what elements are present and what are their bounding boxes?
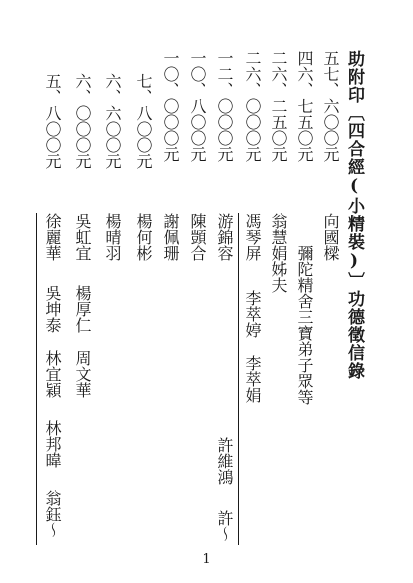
amount-2: 四六、七五〇元: [295, 50, 314, 162]
amount-5: 一二、〇〇〇元: [215, 50, 234, 162]
names-9: 楊晴羽: [103, 213, 122, 261]
amount-11: 五、八〇〇元: [43, 73, 62, 169]
names-10c: 周文華: [73, 350, 92, 398]
names-11b: 吳坤泰: [43, 285, 62, 333]
amount-7: 一〇、〇〇〇元: [161, 50, 180, 162]
names-4b: 李萃婷: [243, 290, 262, 338]
names-3: 翁慧娟姊夫: [269, 213, 288, 293]
names-5b: 許維鴻: [215, 437, 234, 485]
amount-6: 一〇、八〇〇元: [188, 50, 207, 162]
names-10b: 楊厚仁: [73, 285, 92, 333]
names-5c: 許〜: [215, 510, 234, 542]
amount-8: 七、八〇〇元: [134, 73, 153, 169]
amount-9: 六、六〇〇元: [103, 73, 122, 169]
names-11a: 徐麗華: [43, 213, 62, 261]
names-11e: 翁鈺〜: [43, 490, 62, 538]
amount-1: 五七、六〇〇元: [321, 50, 340, 162]
names-2: 彌陀精舍三寶弟子眾等: [295, 245, 314, 405]
amount-10: 六、〇〇〇元: [73, 73, 92, 169]
column-divider-right: [238, 213, 239, 545]
page-number: 1: [202, 552, 211, 567]
column-divider-left: [36, 213, 37, 545]
page-title: 助附印〔四合經(小精裝)〕功德徵信錄: [344, 50, 364, 380]
names-10a: 吳虹宜: [73, 213, 92, 261]
names-11d: 林邦暐: [43, 420, 62, 468]
names-4a: 馮琴屏: [243, 213, 262, 261]
names-7: 謝佩珊: [161, 213, 180, 261]
amount-4: 二六、〇〇〇元: [243, 50, 262, 162]
amount-3: 二六、二五〇元: [269, 50, 288, 162]
names-6: 陳顗合: [188, 213, 207, 261]
names-4c: 李萃娟: [243, 355, 262, 403]
names-8: 楊何彬: [134, 213, 153, 261]
names-1: 向國樑: [321, 213, 340, 261]
names-11c: 林宜穎: [43, 350, 62, 398]
names-5a: 游錦容: [215, 213, 234, 261]
